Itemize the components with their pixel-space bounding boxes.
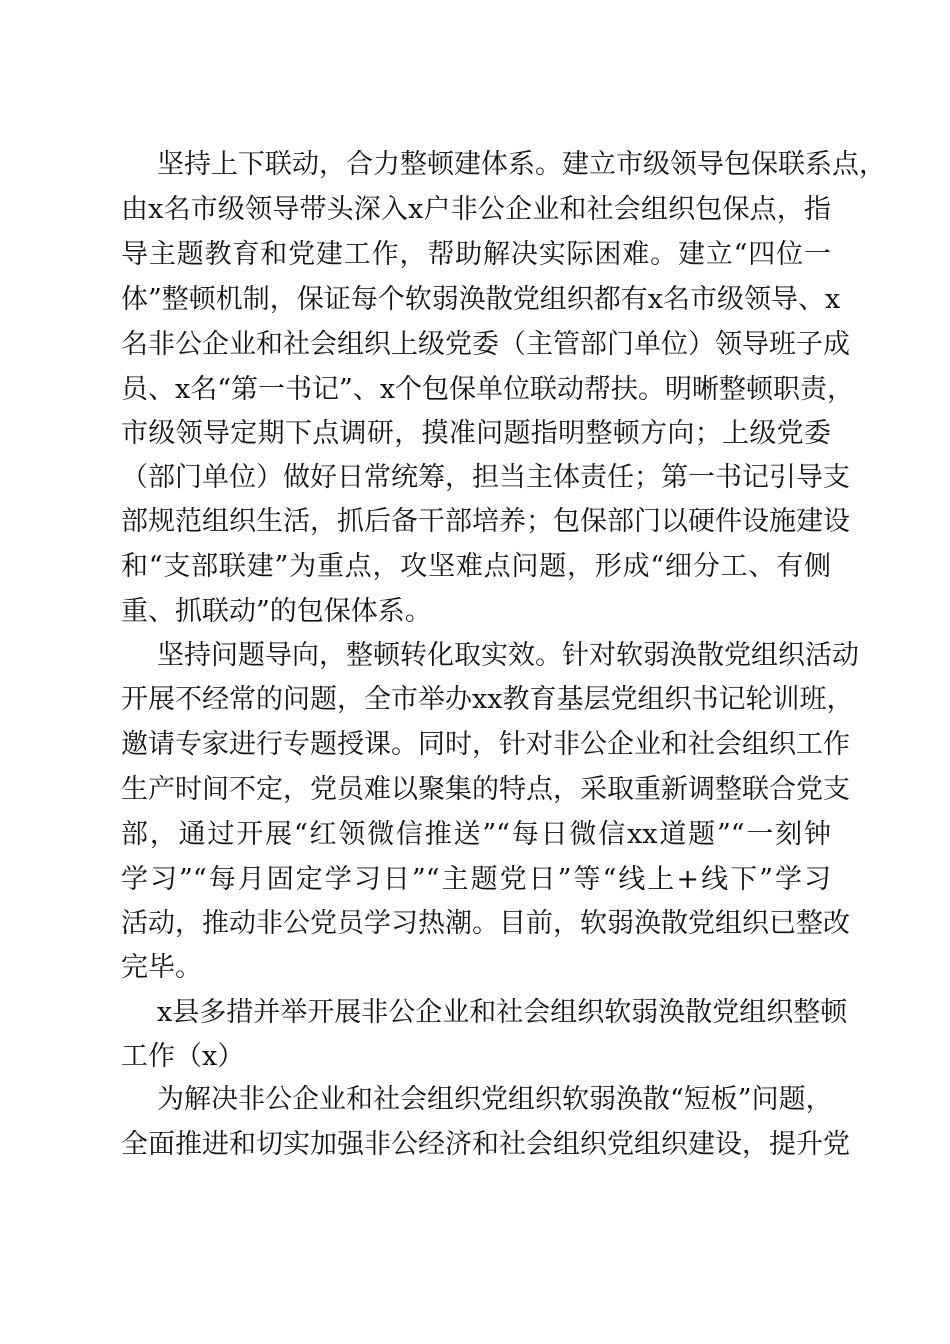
text-line: （部门单位）做好日常统筹，担当主体责任；第一书记引导支 — [121, 462, 850, 493]
text-line: 重、抓联动”的包保体系。 — [121, 596, 432, 627]
text-line: 部规范组织生活，抓后备干部培养；包保部门以硬件设施建设 — [121, 506, 850, 537]
text-line: 坚持问题导向，整顿转化取实效。针对软弱涣散党组织活动 — [157, 640, 859, 671]
text-line: 工作（x） — [121, 1041, 245, 1072]
text-line: 名非公企业和社会组织上级党委（主管部门单位）领导班子成 — [121, 329, 850, 360]
text-line: 部，通过开展“红领微信推送”“每日微信xx道题”“一刻钟 — [121, 819, 831, 850]
text-line: 体”整顿机制，保证每个软弱涣散党组织都有x名市级领导、x — [121, 284, 841, 315]
text-line: 员、x名“第一书记”、x个包保单位联动帮扶。明晰整顿职责， — [121, 374, 855, 405]
text-line: 和“支部联建”为重点，攻坚难点问题，形成“细分工、有侧 — [121, 551, 831, 582]
text-line: 生产时间不定，党员难以聚集的特点，采取重新调整联合党支 — [121, 774, 850, 805]
text-line: 全面推进和切实加强非公经济和社会组织党组织建设，提升党 — [121, 1129, 850, 1160]
text-line: 活动，推动非公党员学习热潮。目前，软弱涣散党组织已整改 — [121, 908, 850, 939]
text-line: 市级领导定期下点调研，摸准问题指明整顿方向；上级党委 — [121, 418, 831, 449]
text-line: x县多措并举开展非公企业和社会组织软弱涣散党组织整顿 — [157, 997, 848, 1028]
text-line: 坚持上下联动，合力整顿建体系。建立市级领导包保联系点， — [157, 149, 886, 180]
text-line: 学习”“每月固定学习日”“主题党日”等“线上+线下”学习 — [121, 864, 831, 895]
text-line: 由x名市级领导带头深入x户非公企业和社会组织包保点，指 — [121, 194, 831, 225]
text-line: 邀请专家进行专题授课。同时，针对非公企业和社会组织工作 — [121, 729, 850, 760]
text-line: 为解决非公企业和社会组织党组织软弱涣散“短板”问题， — [157, 1084, 833, 1115]
text-line: 开展不经常的问题，全市举办xx教育基层党组织书记轮训班， — [121, 684, 854, 715]
text-line: 完毕。 — [121, 952, 202, 983]
text-line: 导主题教育和党建工作，帮助解决实际困难。建立“四位一 — [121, 239, 831, 270]
